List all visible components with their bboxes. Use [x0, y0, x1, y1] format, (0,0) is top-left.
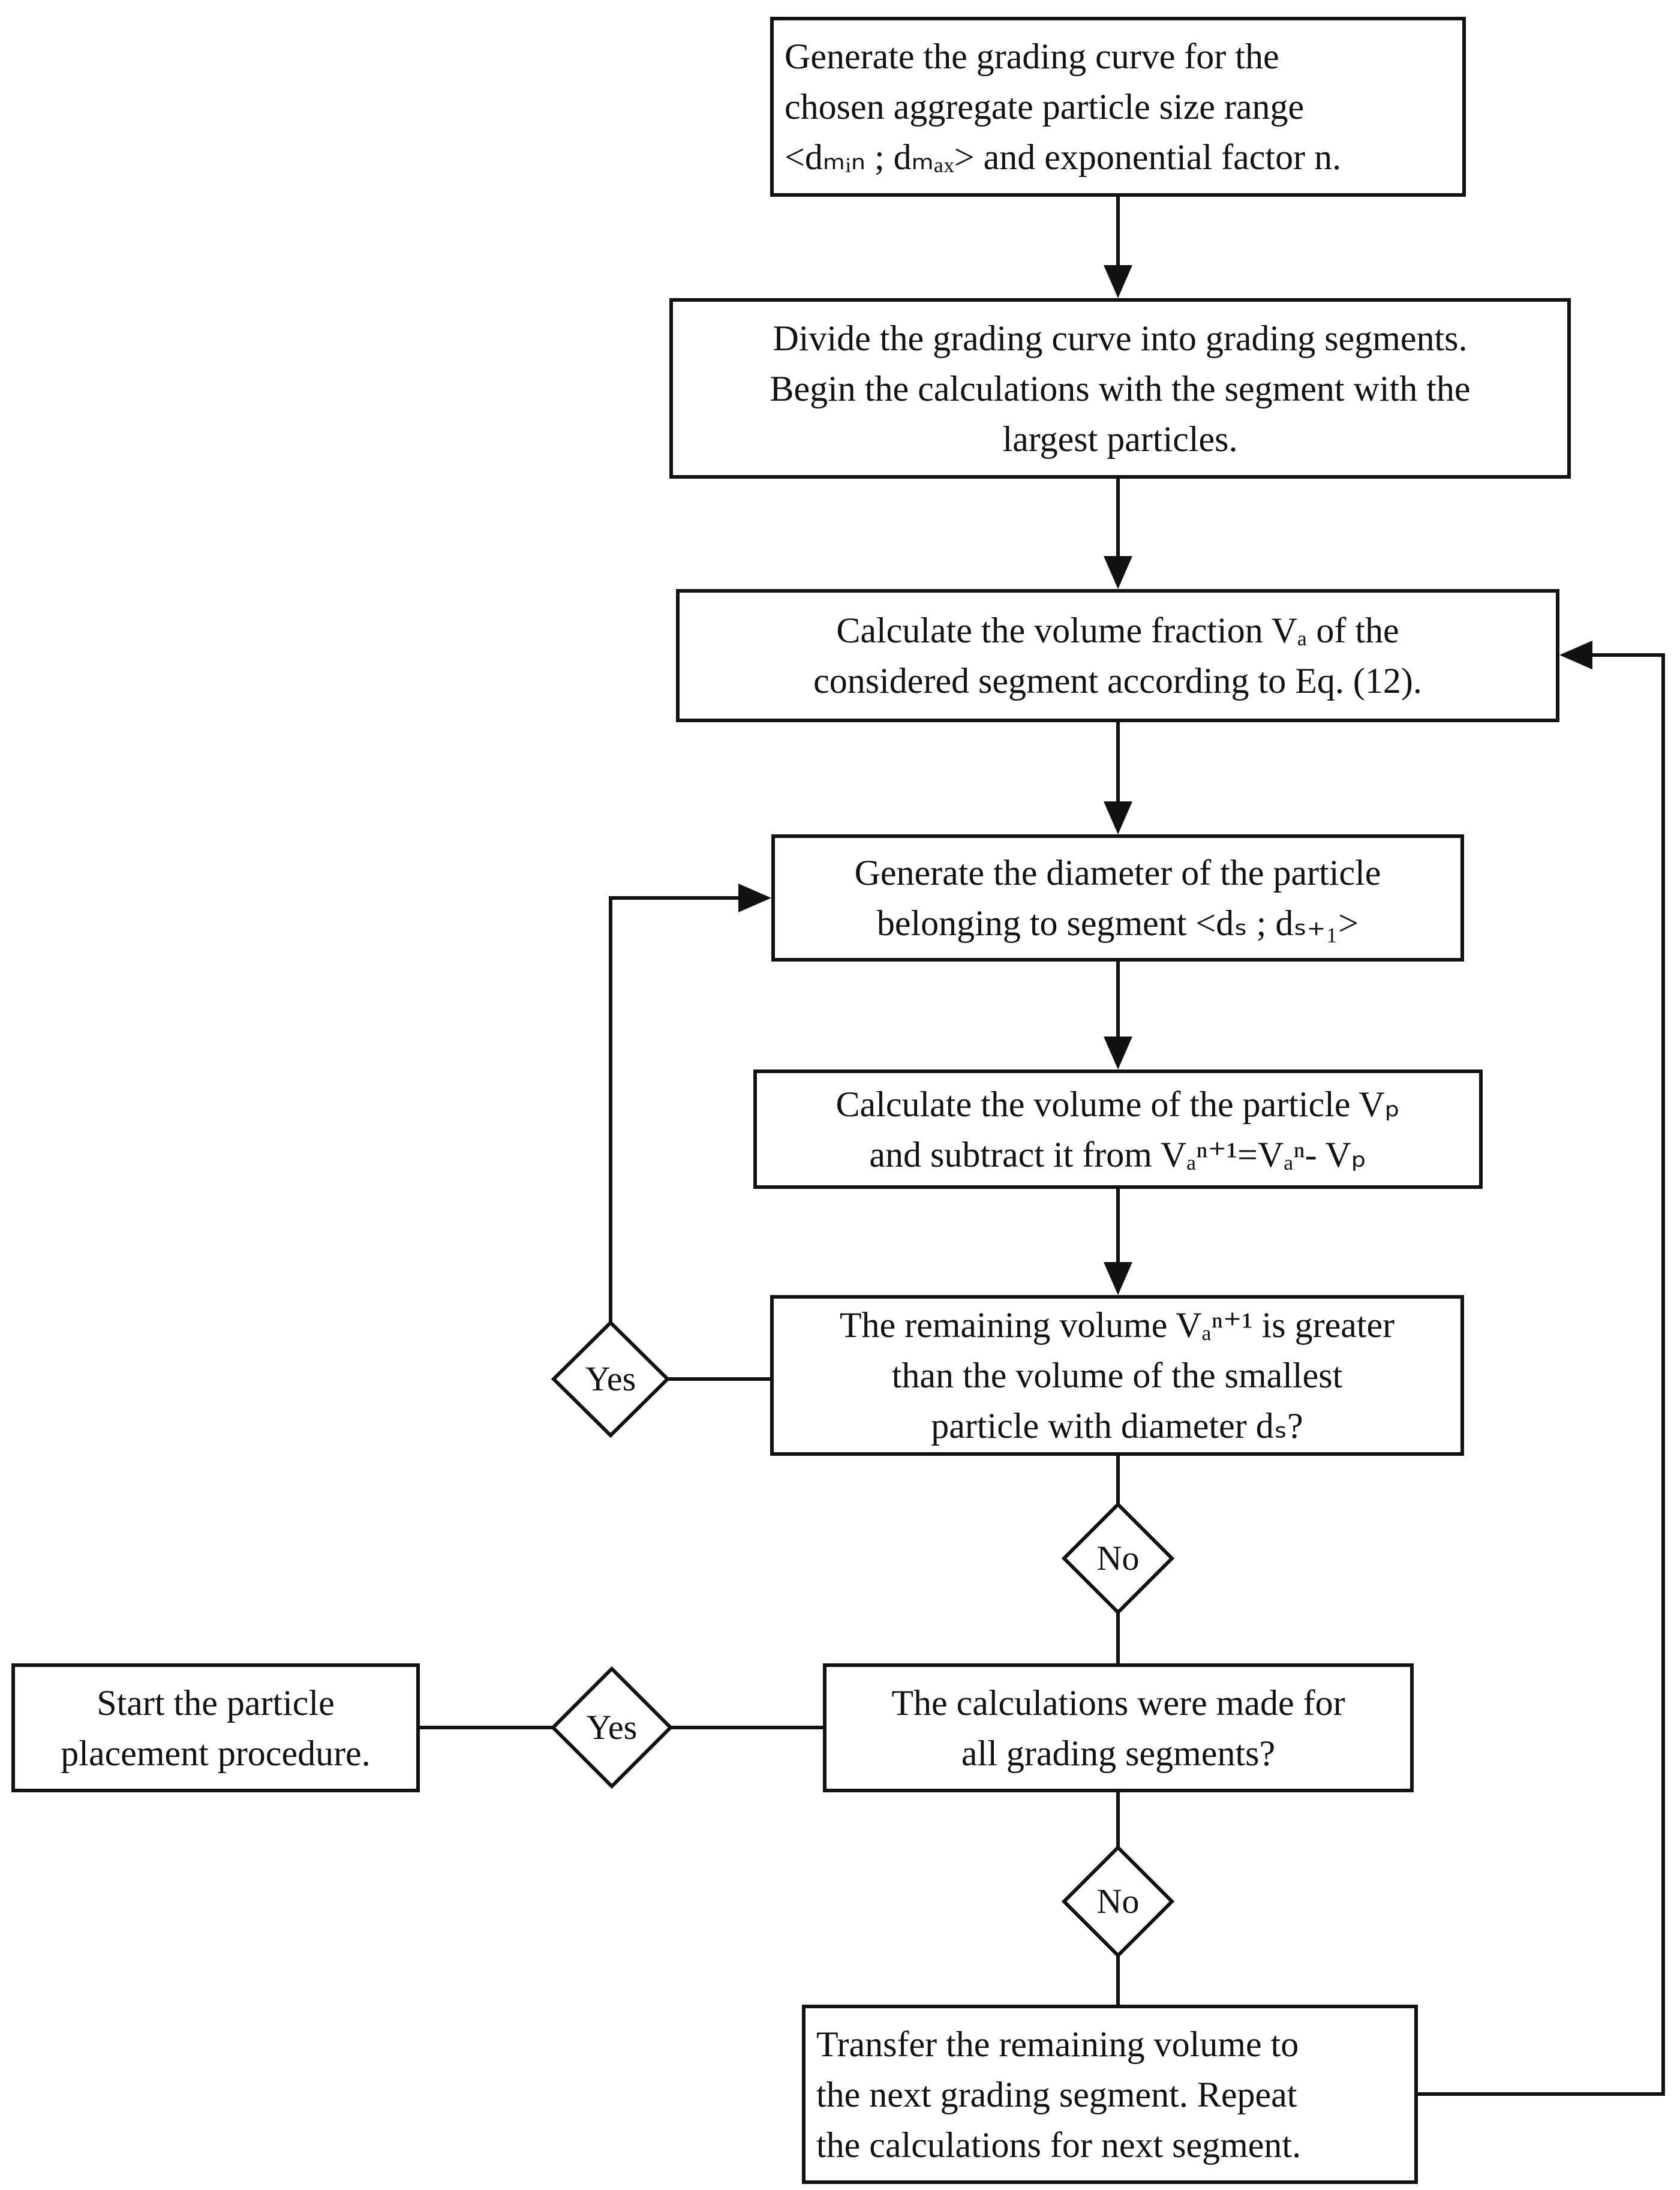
decision-no-all-segments: No: [1096, 1882, 1140, 1921]
node-calc-volume-fraction: [676, 589, 1559, 722]
node-text-line: Transfer the remaining volume to: [816, 2024, 1299, 2064]
node-transfer-volume: [802, 2005, 1418, 2184]
node-text-line: <dₘᵢₙ ; dₘₐₓ> and exponential factor n.: [785, 137, 1342, 177]
node-start-placement: [11, 1663, 420, 1792]
node-text-line: Start the particle: [97, 1683, 335, 1723]
arrowhead-into-diameter: [1104, 801, 1132, 834]
decision-yes-all-segments: Yes: [586, 1708, 638, 1747]
node-text-line: particle with diameter dₛ?: [931, 1406, 1303, 1446]
node-calc-particle-volume: [753, 1070, 1483, 1189]
arrowhead-into-divide: [1104, 265, 1132, 298]
node-text-line: The remaining volume Vₐⁿ⁺¹ is greater: [839, 1305, 1395, 1345]
node-text-line: and subtract it from Vₐⁿ⁺¹=Vₐⁿ- Vₚ: [869, 1134, 1367, 1174]
node-generate-grading-curve: [770, 17, 1466, 197]
node-text-line: Generate the diameter of the particle: [854, 853, 1381, 893]
node-text-line: belonging to segment <dₛ ; dₛ₊₁>: [876, 903, 1359, 943]
node-text-line: Calculate the volume of the particle Vₚ: [836, 1084, 1400, 1124]
node-text-line: all grading segments?: [961, 1733, 1276, 1773]
node-text-line: considered segment according to Eq. (12).: [813, 661, 1422, 701]
node-text-line: largest particles.: [1002, 419, 1238, 459]
node-text-line: placement procedure.: [61, 1733, 371, 1773]
node-remaining-volume-check: [770, 1295, 1464, 1456]
node-text-line: than the volume of the smallest: [891, 1356, 1343, 1395]
node-generate-particle-diameter: [771, 834, 1464, 962]
node-text-line: the calculations for next segment.: [816, 2125, 1302, 2165]
decision-no-remaining: No: [1096, 1539, 1140, 1578]
node-all-segments-check: [823, 1663, 1414, 1792]
node-text-line: chosen aggregate particle size range: [785, 87, 1305, 127]
node-text-line: the next grading segment. Repeat: [816, 2074, 1297, 2114]
node-text-line: Divide the grading curve into grading segments.: [773, 318, 1468, 358]
arrowhead-into-volume: [1104, 1037, 1132, 1070]
arrowhead-feedback-into-fraction: [1559, 641, 1592, 669]
node-text-line: The calculations were made for: [891, 1683, 1345, 1723]
arrowhead-into-fraction: [1104, 556, 1132, 589]
node-divide-grading-curve: [669, 298, 1571, 479]
node-text-line: Generate the grading curve for the: [785, 37, 1279, 76]
connector-yes1-loop: [611, 898, 743, 1323]
node-text-line: Begin the calculations with the segment with the: [770, 368, 1471, 408]
arrowhead-into-check: [1104, 1262, 1132, 1295]
node-text-line: Calculate the volume fraction Vₐ of the: [836, 611, 1399, 650]
arrowhead-loop-into-diameter: [738, 884, 771, 912]
decision-yes-remaining: Yes: [585, 1359, 636, 1398]
